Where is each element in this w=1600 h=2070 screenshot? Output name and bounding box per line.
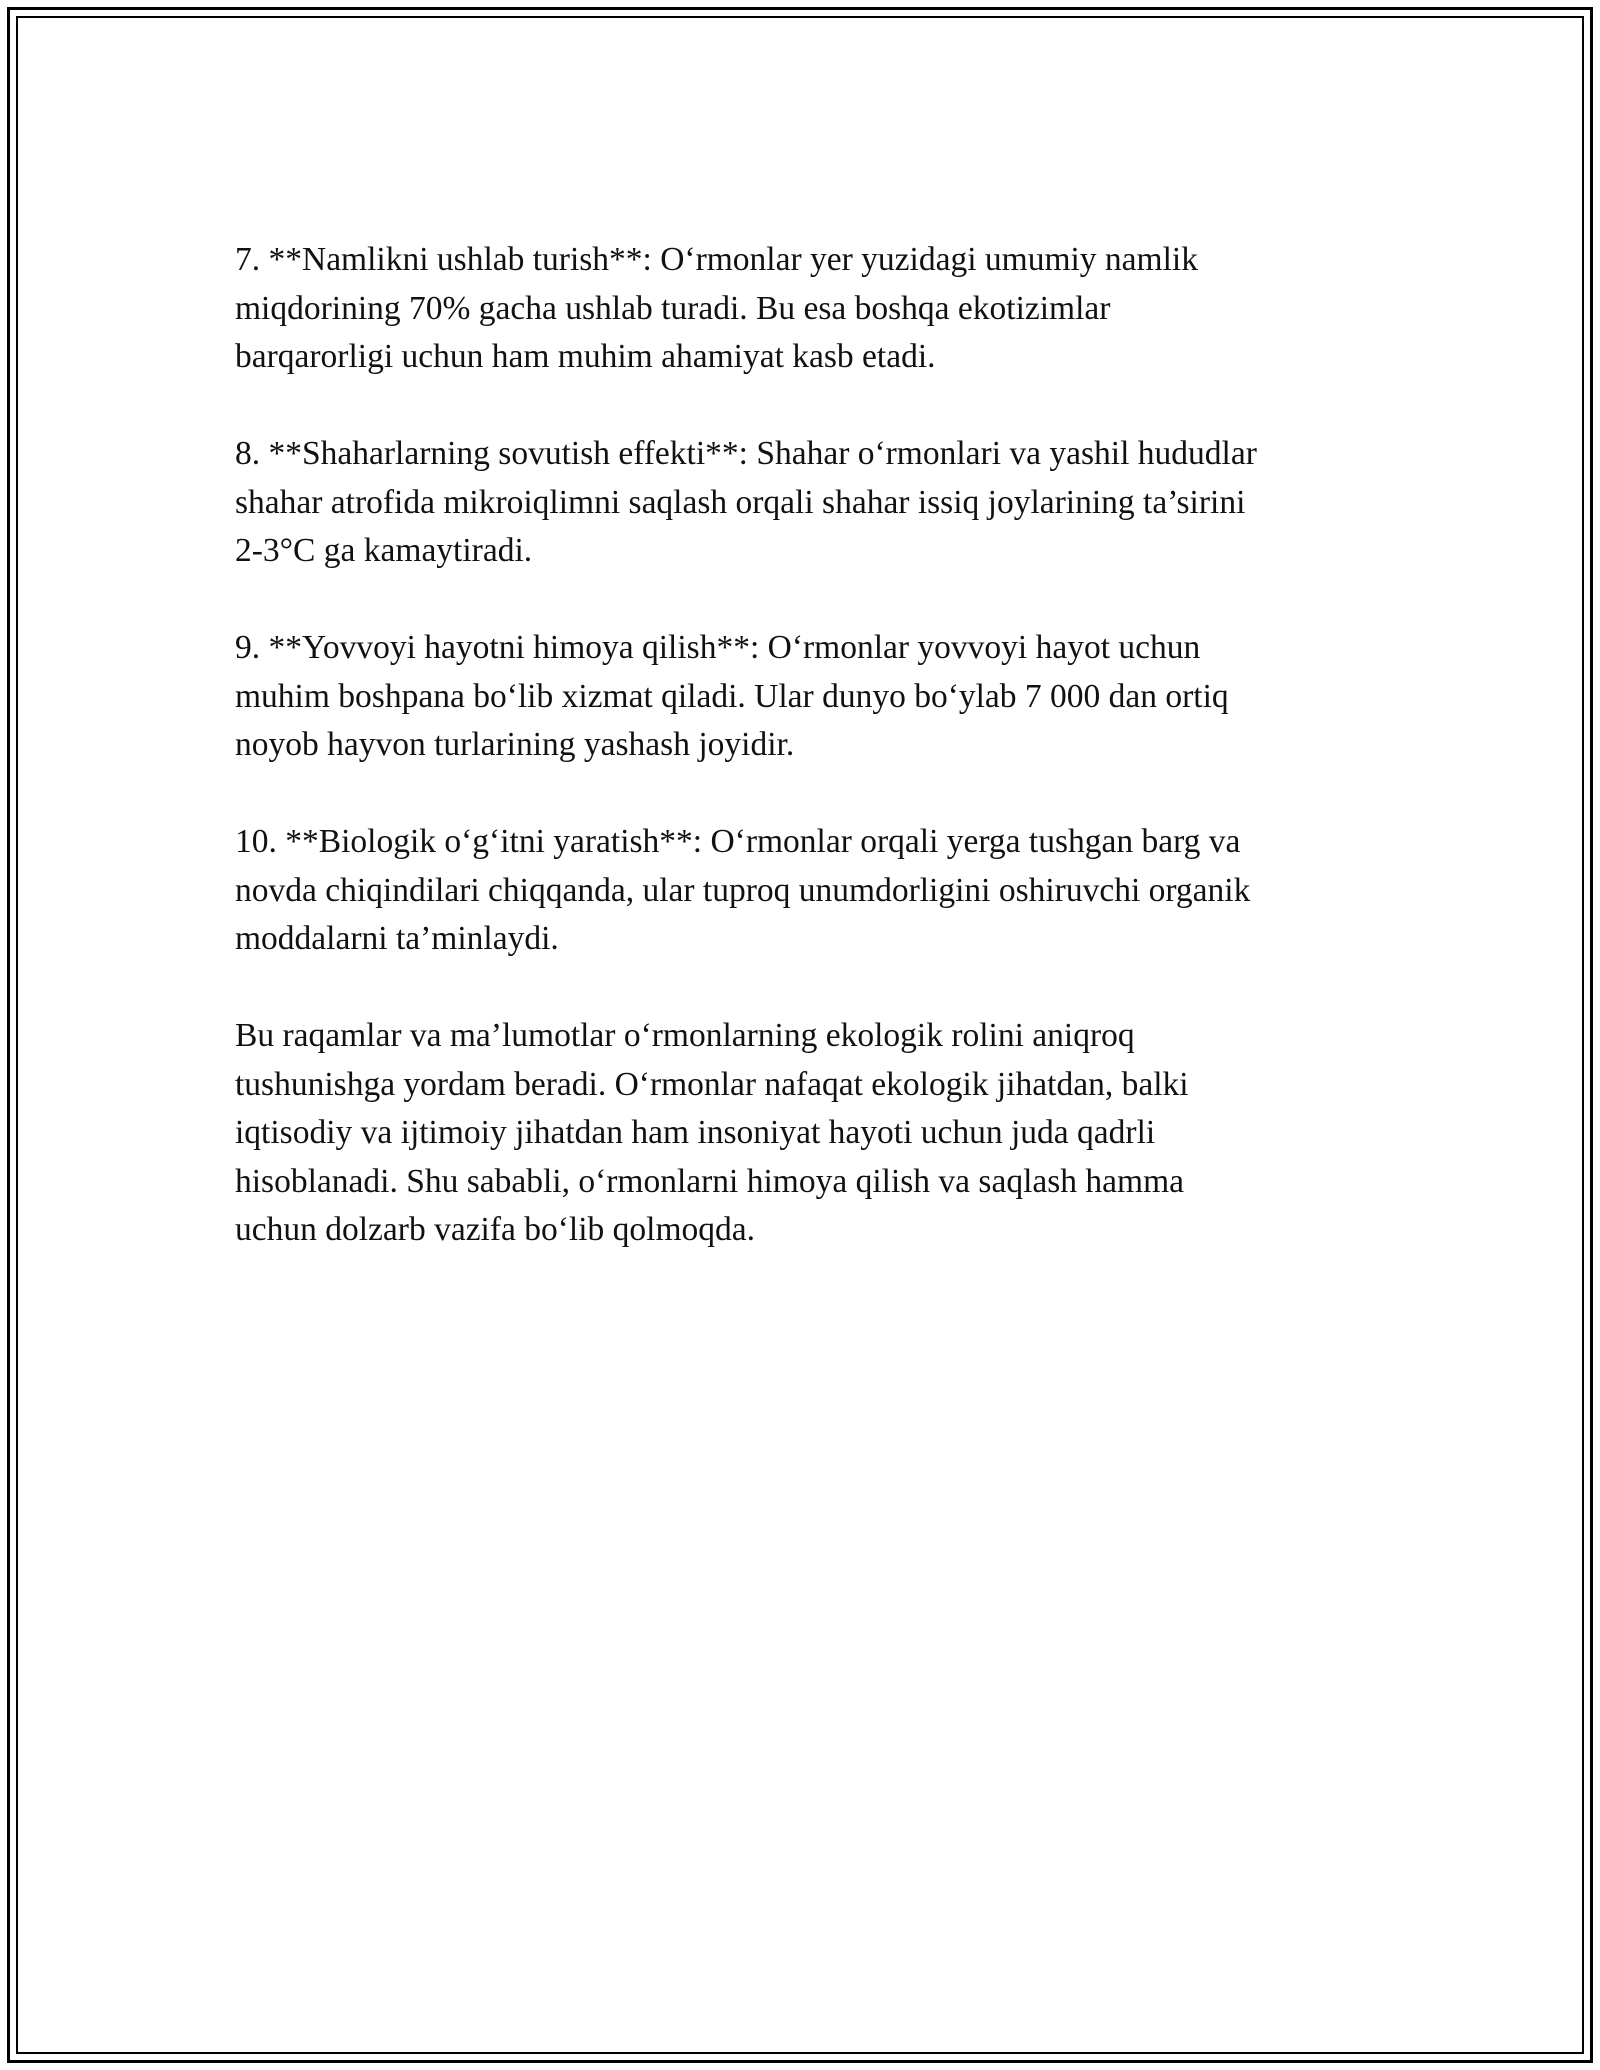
paragraph-line: moddalarni ta’minlaydi.: [235, 920, 559, 957]
paragraph-item-8: [235, 430, 1375, 576]
paragraph-line: muhim boshpana bo‘lib xizmat qiladi. Ular dunyo bo‘ylab 7 000 dan ortiq: [235, 677, 1229, 715]
paragraph-line: shahar atrofida mikroiqlimni saqlash orqali shahar issiq joylarining ta’sirini: [235, 483, 1246, 521]
paragraph-line: 9. **Yovvoyi hayotni himoya qilish**: O‘rmonlar yovvoyi hayot uchun: [235, 629, 1201, 666]
paragraph-line: tushunishga yordam beradi. O‘rmonlar nafaqat ekologik jihatdan, balki: [235, 1065, 1189, 1103]
paragraph-line: novda chiqindilari chiqqanda, ular tuproq unumdorligini oshiruvchi organik: [235, 871, 1251, 909]
paragraph-item-9: [235, 624, 1375, 770]
paragraph-line: hisoblanadi. Shu sababli, o‘rmonlarni himoya qilish va saqlash hamma: [235, 1162, 1185, 1200]
paragraph-item-7: [235, 236, 1375, 382]
paragraph-item-10: [235, 818, 1375, 964]
paragraph-line: 7. **Namlikni ushlab turish**: O‘rmonlar yer yuzidagi umumiy namlik: [235, 241, 1198, 278]
paragraph-line: iqtisodiy va ijtimoiy jihatdan ham insoniyat hayoti uchun juda qadrli: [235, 1114, 1156, 1151]
paragraph-line: noyob hayvon turlarining yashash joyidir.: [235, 726, 795, 763]
paragraph-line: 2-3°C ga kamaytiradi.: [235, 532, 533, 569]
paragraph-line: Bu raqamlar va ma’lumotlar o‘rmonlarning ekologik rolini aniqroq: [235, 1017, 1135, 1054]
paragraph-line: miqdorining 70% gacha ushlab turadi. Bu esa boshqa ekotizimlar: [235, 289, 1111, 327]
document-body: [235, 236, 1375, 1303]
paragraph-line: uchun dolzarb vazifa bo‘lib qolmoqda.: [235, 1211, 756, 1248]
paragraph-line: barqarorligi uchun ham muhim ahamiyat kasb etadi.: [235, 338, 936, 375]
paragraph-line: 10. **Biologik o‘g‘itni yaratish**: O‘rmonlar orqali yerga tushgan barg va: [235, 823, 1241, 860]
paragraph-conclusion: [235, 1012, 1375, 1255]
paragraph-line: 8. **Shaharlarning sovutish effekti**: Shahar o‘rmonlari va yashil hududlar: [235, 435, 1257, 472]
